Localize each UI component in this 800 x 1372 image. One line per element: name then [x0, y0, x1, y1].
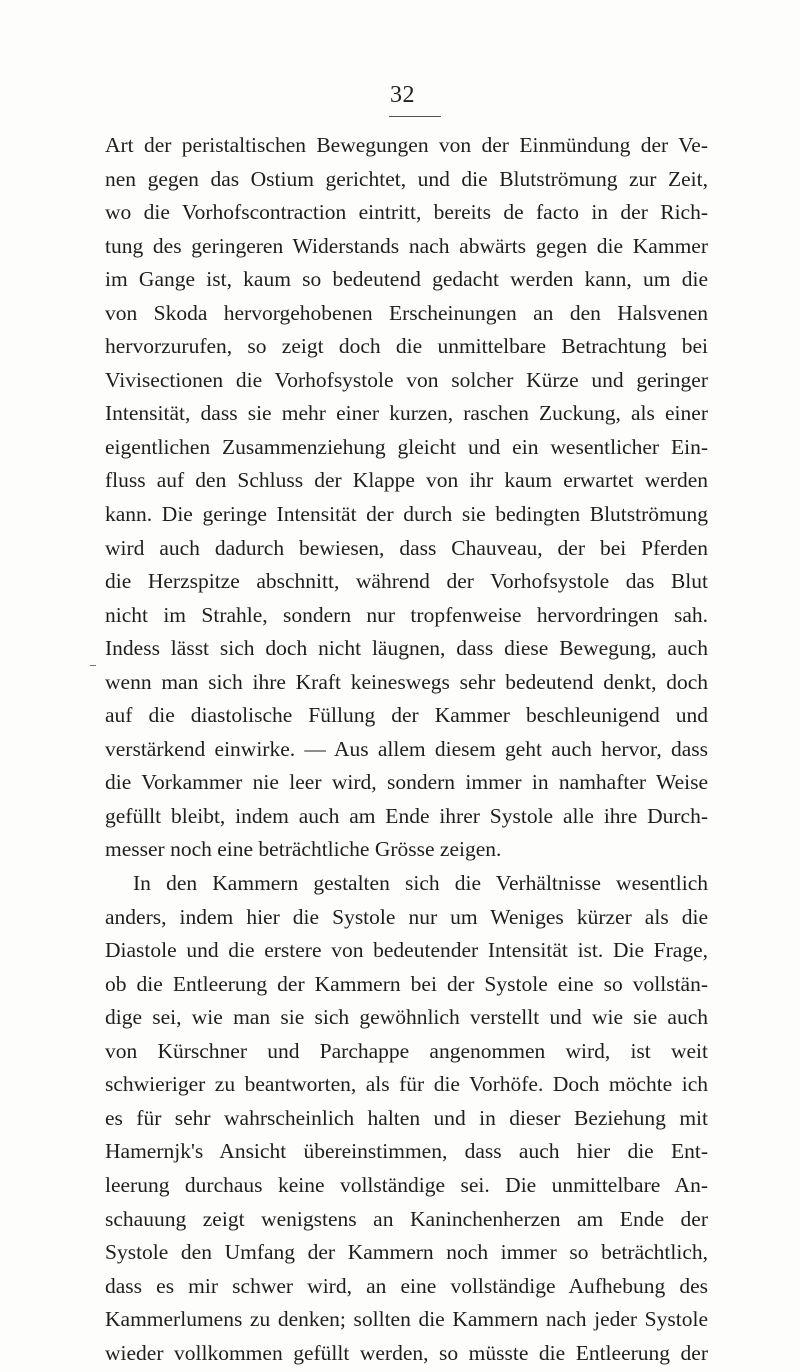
text-line: wenn man sich ihre Kraft keineswegs sehr bedeutend denkt, doch: [105, 669, 708, 694]
text-line: die Vorkammer nie leer wird, sondern immer in namhafter Weise: [105, 770, 708, 795]
text-line: schauung zeigt wenigstens an Kaninchenherzen am Ende der: [105, 1206, 708, 1231]
text-line: Intensität, dass sie mehr einer kurzen, raschen Zuckung, als einer: [105, 401, 708, 426]
text-line: wird auch dadurch bewiesen, dass Chauveau, der bei Pferden: [105, 535, 708, 560]
text-line: dass es mir schwer wird, an eine vollständige Aufhebung des: [105, 1273, 708, 1298]
text-line: von Skoda hervorgehobenen Erscheinungen an den Halsvenen: [105, 300, 708, 325]
text-line: wieder vollkommen gefüllt werden, so müsste die Entleerung der: [105, 1340, 708, 1365]
text-line: eigentlichen Zusammenziehung gleicht und ein wesentlicher Ein-: [105, 434, 708, 459]
text-line: schwieriger zu beantworten, als für die Vorhöfe. Doch möchte ich: [105, 1072, 708, 1097]
text-line: ob die Entleerung der Kammern bei der Systole eine so vollstän-: [105, 971, 708, 996]
text-line: anders, indem hier die Systole nur um Weniges kürzer als die: [105, 904, 708, 929]
text-line: kann. Die geringe Intensität der durch sie bedingten Blutströmung: [105, 502, 708, 527]
text-line: Art der peristaltischen Bewegungen von der Einmündung der Ve-: [105, 133, 708, 157]
text-line: wo die Vorhofscontraction eintritt, bereits de facto in der Rich-: [105, 200, 708, 225]
text-line: Kammerlumens zu denken; sollten die Kammern nach jeder Systole: [105, 1307, 708, 1332]
text-line: Systole den Umfang der Kammern noch immer so beträchtlich,: [105, 1240, 708, 1265]
text-line: im Gange ist, kaum so bedeutend gedacht werden kann, um die: [105, 267, 708, 292]
text-line: auf die diastolische Füllung der Kammer beschleunigend und: [105, 703, 708, 728]
text-line: hervorzurufen, so zeigt doch die unmittelbare Betrachtung bei: [105, 334, 708, 359]
text-line: die Herzspitze abschnitt, während der Vorhofsystole das Blut: [105, 569, 708, 594]
text-line: Indess lässt sich doch nicht läugnen, dass diese Bewegung, auch: [105, 636, 708, 661]
text-line: es für sehr wahrscheinlich halten und in dieser Beziehung mit: [105, 1105, 708, 1130]
text-line: tung des geringeren Widerstands nach abwärts gegen die Kammer: [105, 233, 708, 258]
text-line: Diastole und die erstere von bedeutender Intensität ist. Die Frage,: [105, 938, 708, 963]
text-line: dige sei, wie man sie sich gewöhnlich verstellt und wie sie auch: [105, 1005, 708, 1030]
paragraph-end-line: messer noch eine beträchtliche Grösse zeigen.: [105, 837, 502, 862]
page-number: 32: [390, 82, 415, 108]
page-number-rule: [389, 116, 441, 117]
text-line: leerung durchaus keine vollständige sei. Die unmittelbare An-: [105, 1172, 708, 1197]
text-line: Hamernjk's Ansicht übereinstimmen, dass auch hier die Ent-: [105, 1139, 708, 1164]
text-line: fluss auf den Schluss der Klappe von ihr kaum erwartet werden: [105, 468, 708, 493]
text-line: von Kürschner und Parchappe angenommen wird, ist weit: [105, 1038, 708, 1063]
text-line: gefüllt bleibt, indem auch am Ende ihrer Systole alle ihre Durch-: [105, 803, 708, 828]
body-text: [105, 129, 708, 1370]
margin-mark: [90, 665, 96, 666]
text-line: nen gegen das Ostium gerichtet, und die Blutströmung zur Zeit,: [105, 166, 708, 191]
text-line: verstärkend einwirke. — Aus allem diesem geht auch hervor, dass: [105, 736, 708, 761]
text-line: nicht im Strahle, sondern nur tropfenweise hervordringen sah.: [105, 602, 708, 627]
text-line: Vivisectionen die Vorhofsystole von solcher Kürze und geringer: [105, 367, 708, 392]
paragraph-start-line: In den Kammern gestalten sich die Verhältnisse wesentlich: [133, 871, 708, 896]
